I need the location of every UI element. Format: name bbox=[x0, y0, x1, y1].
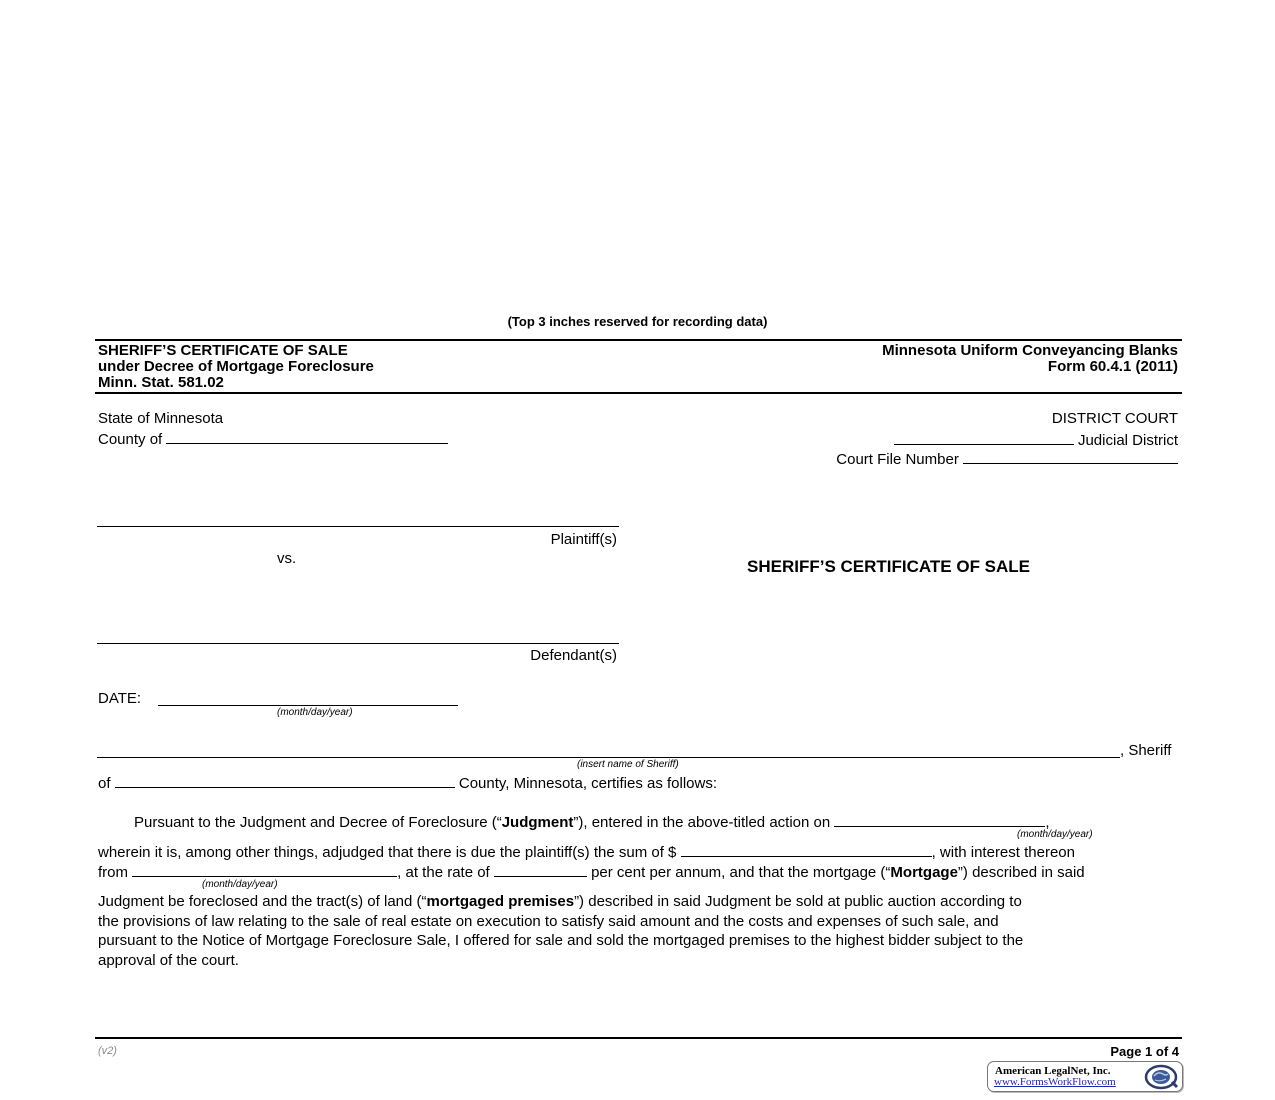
sum-field[interactable] bbox=[681, 842, 932, 857]
logo-globe-icon bbox=[1144, 1064, 1180, 1090]
sheriff-of-label: of bbox=[98, 775, 111, 792]
header-form-subtitle: under Decree of Mortgage Foreclosure bbox=[98, 358, 374, 375]
date-label: DATE: bbox=[98, 690, 142, 707]
judicial-district-line bbox=[894, 430, 1178, 449]
header-top-rule bbox=[95, 339, 1182, 341]
plaintiff-field[interactable] bbox=[97, 526, 619, 527]
defendant-field[interactable] bbox=[97, 643, 619, 644]
header-form-number: Form 60.4.1 (2011) bbox=[1047, 358, 1178, 375]
plaintiff-label: Plaintiff(s) bbox=[550, 531, 617, 548]
body-line-7: approval of the court. bbox=[98, 952, 239, 969]
court-file-field[interactable] bbox=[963, 449, 1178, 464]
mortgaged-premises-term: mortgaged premises bbox=[426, 893, 575, 910]
header-publisher: Minnesota Uniform Conveyancing Blanks bbox=[882, 342, 1178, 359]
body-line-5: the provisions of law relating to the sale of real estate on execution to satisfy said amount and the costs and expenses of such sale, and bbox=[98, 913, 999, 930]
sheriff-hint: (insert name of Sheriff) bbox=[577, 759, 679, 770]
county-line bbox=[98, 429, 448, 448]
header-bottom-rule bbox=[95, 392, 1182, 394]
vs-label: vs. bbox=[277, 550, 297, 567]
body-line-1: Pursuant to the Judgment and Decree of Foreclosure (“Judgment”), entered in the above-titled action on , bbox=[134, 814, 1050, 831]
sheriff-name-field[interactable] bbox=[97, 757, 1120, 758]
date-hint: (month/day/year) bbox=[277, 707, 353, 718]
interest-from-field[interactable] bbox=[132, 862, 397, 877]
publisher-logo[interactable] bbox=[987, 1061, 1183, 1092]
defendant-label: Defendant(s) bbox=[530, 647, 617, 664]
recording-note: (Top 3 inches reserved for recording data) bbox=[507, 314, 768, 329]
body-line-3: from , at the rate of per cent per annum, and that the mortgage (“Mortgage”) described in said bbox=[98, 864, 1085, 881]
judgment-date-hint: (month/day/year) bbox=[1017, 829, 1093, 840]
sheriff-county-text: County, Minnesota, certifies as follows: bbox=[458, 775, 718, 792]
judicial-district-label: Judicial District bbox=[1077, 432, 1178, 449]
judicial-district-field[interactable] bbox=[894, 430, 1074, 445]
body-line-2: wherein it is, among other things, adjudged that there is due the plaintiff(s) the sum of $ , with interest thereon bbox=[98, 844, 1075, 861]
judgment-date-field[interactable] bbox=[834, 812, 1045, 827]
version-label: (v2) bbox=[98, 1045, 117, 1057]
logo-company-name: American LegalNet, Inc. bbox=[995, 1065, 1111, 1077]
page-number: Page 1 of 4 bbox=[1110, 1044, 1179, 1059]
interest-rate-field[interactable] bbox=[494, 862, 587, 877]
footer-rule bbox=[95, 1037, 1182, 1039]
body-line-4: Judgment be foreclosed and the tract(s) of land (“mortgaged premises”) described in said Judgment be sold at public auction according to bbox=[98, 893, 1022, 910]
header-form-title: SHERIFF’S CERTIFICATE OF SALE bbox=[98, 342, 348, 359]
court-file-label: Court File Number bbox=[836, 451, 959, 468]
document-title: SHERIFF’S CERTIFICATE OF SALE bbox=[747, 557, 1031, 576]
court-label: DISTRICT COURT bbox=[1051, 410, 1178, 427]
judgment-term: Judgment bbox=[501, 814, 574, 831]
state-label: State of Minnesota bbox=[98, 410, 224, 427]
sheriff-suffix: , Sheriff bbox=[1120, 742, 1172, 759]
mortgage-term: Mortgage bbox=[890, 864, 958, 881]
logo-url-link[interactable]: www.FormsWorkFlow.com bbox=[994, 1076, 1116, 1088]
interest-from-hint: (month/day/year) bbox=[202, 879, 278, 890]
date-field[interactable] bbox=[158, 705, 458, 706]
court-file-line bbox=[836, 449, 1178, 468]
sheriff-county-field[interactable] bbox=[115, 773, 455, 788]
sheriff-county-line bbox=[98, 773, 717, 792]
county-field[interactable] bbox=[166, 429, 448, 444]
body-line-6: pursuant to the Notice of Mortgage Foreclosure Sale, I offered for sale and sold the mortgaged premises to the highest bidder subject to the bbox=[98, 932, 1024, 949]
county-label: County of bbox=[98, 431, 163, 448]
header-statute: Minn. Stat. 581.02 bbox=[98, 374, 224, 391]
